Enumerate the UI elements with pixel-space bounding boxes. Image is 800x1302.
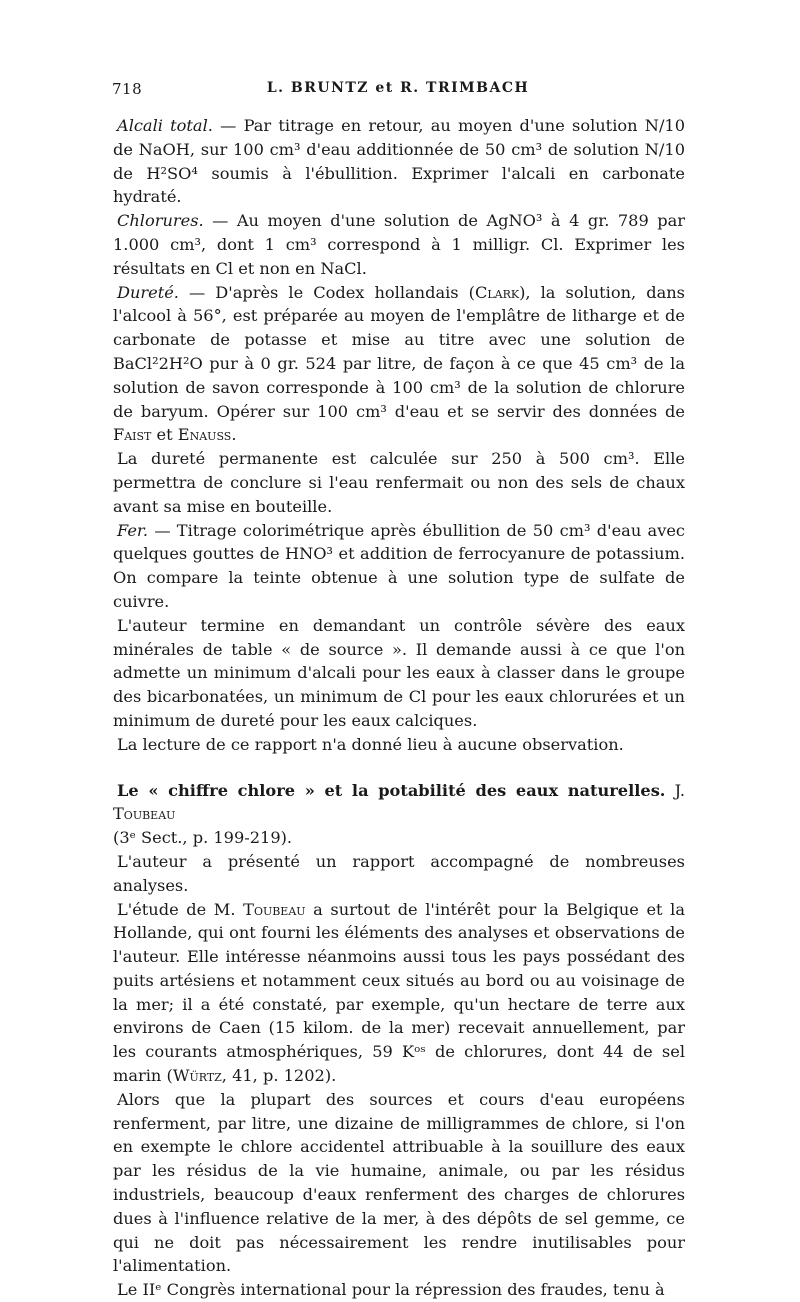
section-heading (113, 779, 685, 850)
paragraph-durete-permanente: La dureté permanente est calculée sur 250 à 500 cm³. Elle permettra de conclure si l'eau renfermait ou non des sels de chaux avant sa mise en bouteille. (113, 449, 685, 516)
section-reference: (3ᵉ Sect., p. 199-219). (113, 828, 293, 848)
page-number: 718 (112, 80, 143, 98)
section-author-prefix: J. (665, 780, 685, 800)
paragraph-text: — Au moyen d'une solution de AgNO³ à 4 gr. 789 par 1.000 cm³, dont 1 cm³ correspond à 1 milligr. Cl. Exprimer les résultats en Cl et non en NaCl. (113, 211, 685, 278)
paragraph-rapport: L'auteur a présenté un rapport accompagné de nombreuses analyses. (113, 851, 685, 895)
paragraph-chlorures (113, 209, 685, 280)
paragraph-chlore: Alors que la plupart des sources et cours d'eau européens renferment, par litre, une dizaine de milligrammes de chlore, si l'on en exempte le chlore accidentel attribuable à la souillure des eaux par les résidus de la vie humaine, animale, ou par les résidus industriels, beaucoup d'eaux renferment des charges de chlorures dues à l'influence relative de la mer, à des dépôts de sel gemme, ce qui ne doit pas nécessairement les rendre inutilisables pour l'alimentation. (113, 1089, 685, 1276)
paragraph-conclusion: L'auteur termine en demandant un contrôle sévère des eaux minérales de table « de source ». Il demande aussi à ce que l'on admette un minimum d'alcali pour les eaux à classer dans le groupe des bicarbonatées, un minimum de Cl pour les eaux chlorurées et un minimum de dureté pour les eaux calciques. (113, 615, 685, 730)
paragraph-text: a surtout de l'intérêt pour la Belgique et la Hollande, qui ont fourni les éléments des analyses et observations de l'auteur. Elle intéresse néanmoins aussi tous les pays possédant des puits artésiens et notamment ceux situés au bord ou au voisinage de la mer; il a été constaté, par exemple, qu'un hectare de terre aux environs de Caen (15 kilom. de la mer) recevait annuellement, par les courants atmosphériques, 59 Kᵒˢ de chlorures, dont 44 de sel marin ( (113, 899, 685, 1086)
author-name: Faist (113, 425, 152, 445)
paragraph-lead: Dureté. (117, 282, 179, 302)
paragraph-durete (113, 281, 685, 448)
paragraph-text: ), la solution, dans l'alcool à 56°, est préparée au moyen de l'emplâtre de litharge et de carbonate de potasse et mise au titre avec une solution de BaCl²2H²O pur à 0 gr. 524 par litre, de façon à ce que 45 cm³ de la solution de savon corresponde à 100 cm³ de la solution de chlorure de baryum. Opérer sur 100 cm³ d'eau et se servir des données de (113, 282, 685, 421)
section-author: Toubeau (113, 804, 176, 824)
author-name: Clark (474, 282, 520, 302)
paragraph-lead: Fer. (117, 520, 149, 540)
author-name: Würtz (172, 1066, 222, 1086)
paragraph-alcali (113, 114, 685, 209)
author-name: Enauss (177, 425, 232, 445)
paragraph-text: . (231, 425, 237, 445)
paragraph-text: , 41, p. 1202). (221, 1066, 337, 1086)
running-head: L. BRUNTZ et R. TRIMBACH (266, 80, 530, 96)
page-header (112, 80, 684, 106)
paragraph-text: — Par titrage en retour, au moyen d'une solution N/10 de NaOH, sur 100 cm³ d'eau additionnée de 50 cm³ de solution N/10 de H²SO⁴ soumis à l'ébullition. Exprimer l'alcali en carbonate hydraté. (113, 116, 685, 207)
author-name: Toubeau (243, 899, 306, 919)
paragraph-lead: Alcali total. (117, 116, 213, 135)
paragraph-text: — D'après le Codex hollandais ( (178, 282, 475, 302)
paragraph-fer (113, 519, 685, 614)
section-title: Le « chiffre chlore » et la potabilité des eaux naturelles. (117, 780, 666, 800)
paragraph-text: L'étude de M. (117, 899, 244, 919)
body-text (113, 114, 685, 1302)
paragraph-congres: Le IIᵉ Congrès international pour la répression des fraudes, tenu à (117, 1280, 665, 1300)
paragraph-etude (113, 898, 685, 1088)
paragraph-observation: La lecture de ce rapport n'a donné lieu à aucune observation. (117, 734, 624, 754)
paragraph-text: et (151, 425, 178, 445)
paragraph-text: — Titrage colorimétrique après ébullition de 50 cm³ d'eau avec quelques gouttes de HNO³ et addition de ferrocyanure de potassium. On compare la teinte obtenue à une solution type de sulfate de cuivre. (113, 520, 685, 611)
paragraph-lead: Chlorures. (117, 211, 204, 231)
